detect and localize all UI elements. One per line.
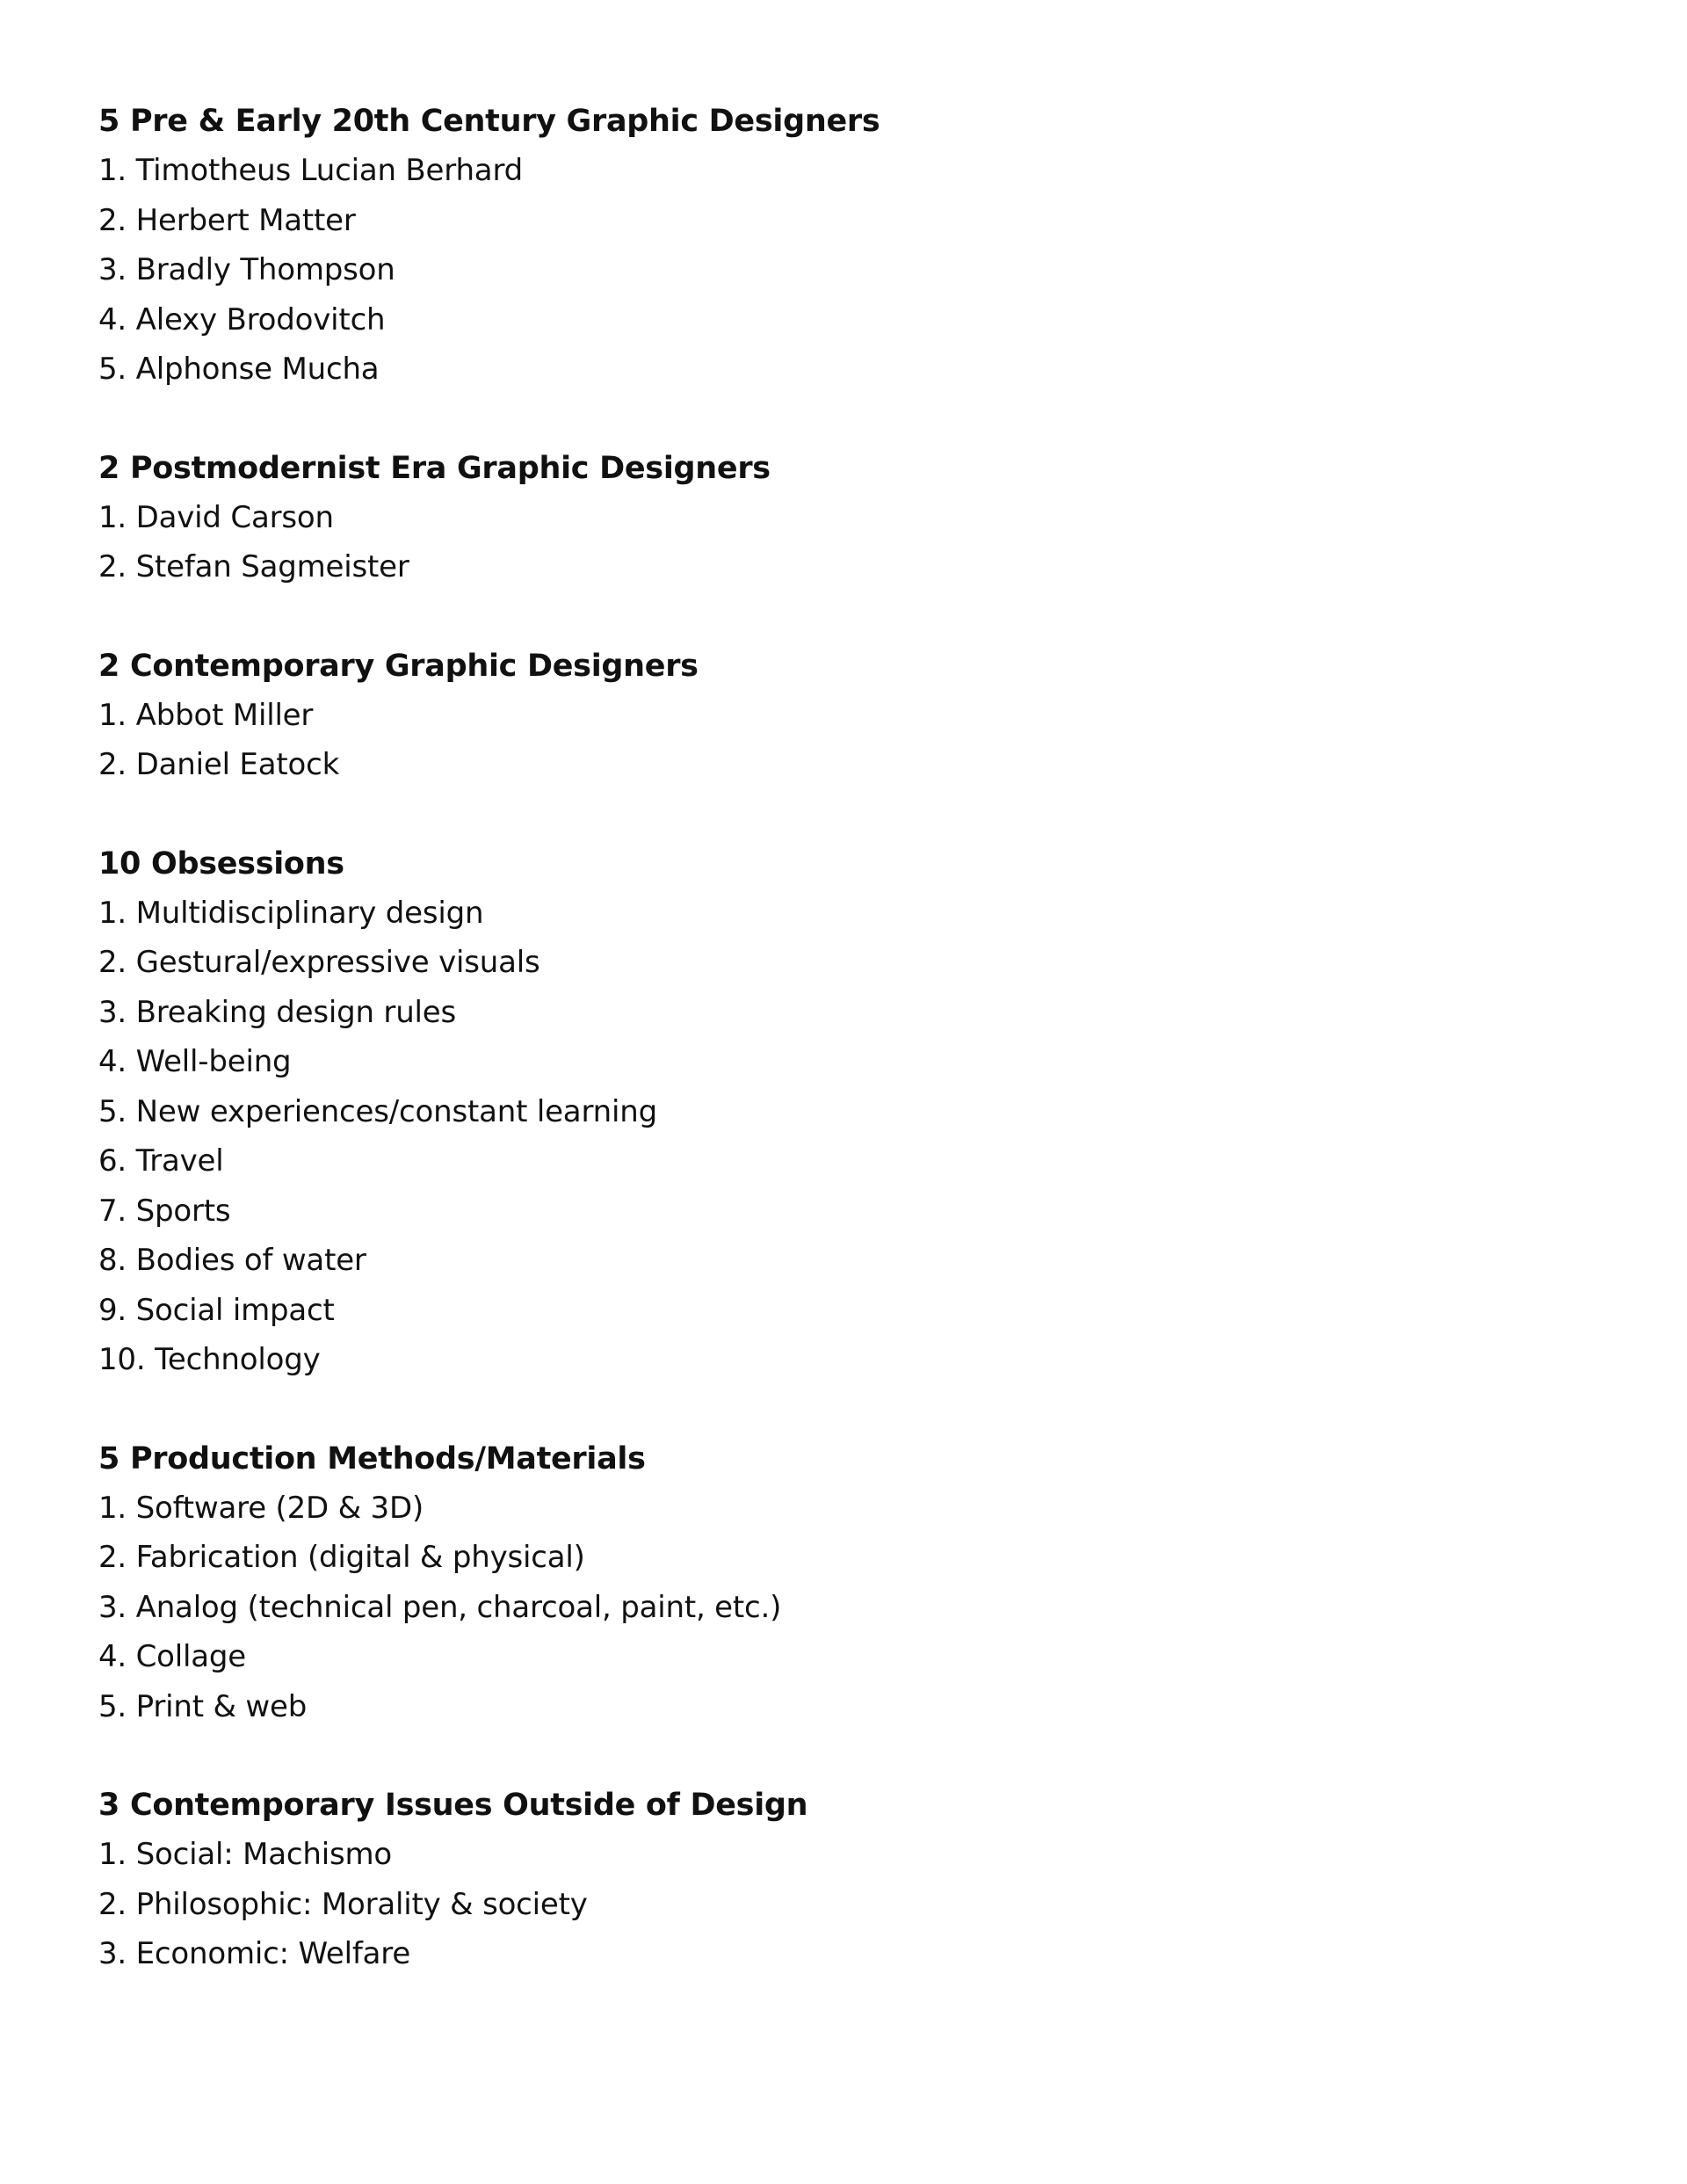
list-item: 1. Social: Machismo [98,1837,393,1872]
list-item: 4. Well-being [98,1044,292,1079]
list-item: 4. Collage [98,1639,247,1674]
list-item: 9. Social impact [98,1292,335,1328]
list-item: 1. Software (2D & 3D) [98,1490,424,1526]
section-contemporary-issues [98,1781,1592,1979]
list-item: 5. New experiences/constant learning [98,1093,657,1129]
section-heading: 10 Obsessions [98,845,344,882]
section-heading: 3 Contemporary Issues Outside of Design [98,1788,808,1823]
list-item: 3. Analog (technical pen, charcoal, paint, etc.) [98,1589,782,1625]
list-item: 1. David Carson [98,499,334,535]
list-item: 5. Print & web [98,1688,308,1724]
list-item: 3. Bradly Thompson [98,252,395,287]
list-item: 8. Bodies of water [98,1243,366,1278]
list-item: 2. Daniel Eatock [98,747,340,782]
list-item: 1. Abbot Miller [98,697,314,733]
list-item: 7. Sports [98,1193,231,1229]
section-production-methods [98,1434,1592,1732]
list-item: 3. Economic: Welfare [98,1936,411,1971]
list-item: 2. Philosophic: Morality & society [98,1886,588,1922]
section-heading: 5 Pre & Early 20th Century Graphic Designers [98,104,880,139]
list-item: 4. Alexy Brodovitch [98,301,386,337]
section-postmodernist-designers [98,444,1592,592]
section-pre-early-20th-century-designers [98,97,1592,395]
list-item: 2. Gestural/expressive visuals [98,945,540,980]
list-item: 10. Technology [98,1342,321,1377]
list-item: 2. Herbert Matter [98,202,356,238]
list-item: 1. Multidisciplinary design [98,895,484,931]
list-item: 2. Fabrication (digital & physical) [98,1540,585,1575]
document-page [98,97,1592,2028]
section-heading: 5 Production Methods/Materials [98,1440,646,1477]
list-item: 6. Travel [98,1143,224,1179]
list-item: 2. Stefan Sagmeister [98,549,409,584]
list-item: 3. Breaking design rules [98,994,457,1030]
section-contemporary-designers [98,642,1592,790]
section-heading: 2 Postmodernist Era Graphic Designers [98,450,771,486]
section-obsessions [98,839,1592,1385]
list-item: 1. Timotheus Lucian Berhard [98,153,524,188]
section-heading: 2 Contemporary Graphic Designers [98,648,699,684]
list-item: 5. Alphonse Mucha [98,352,380,387]
